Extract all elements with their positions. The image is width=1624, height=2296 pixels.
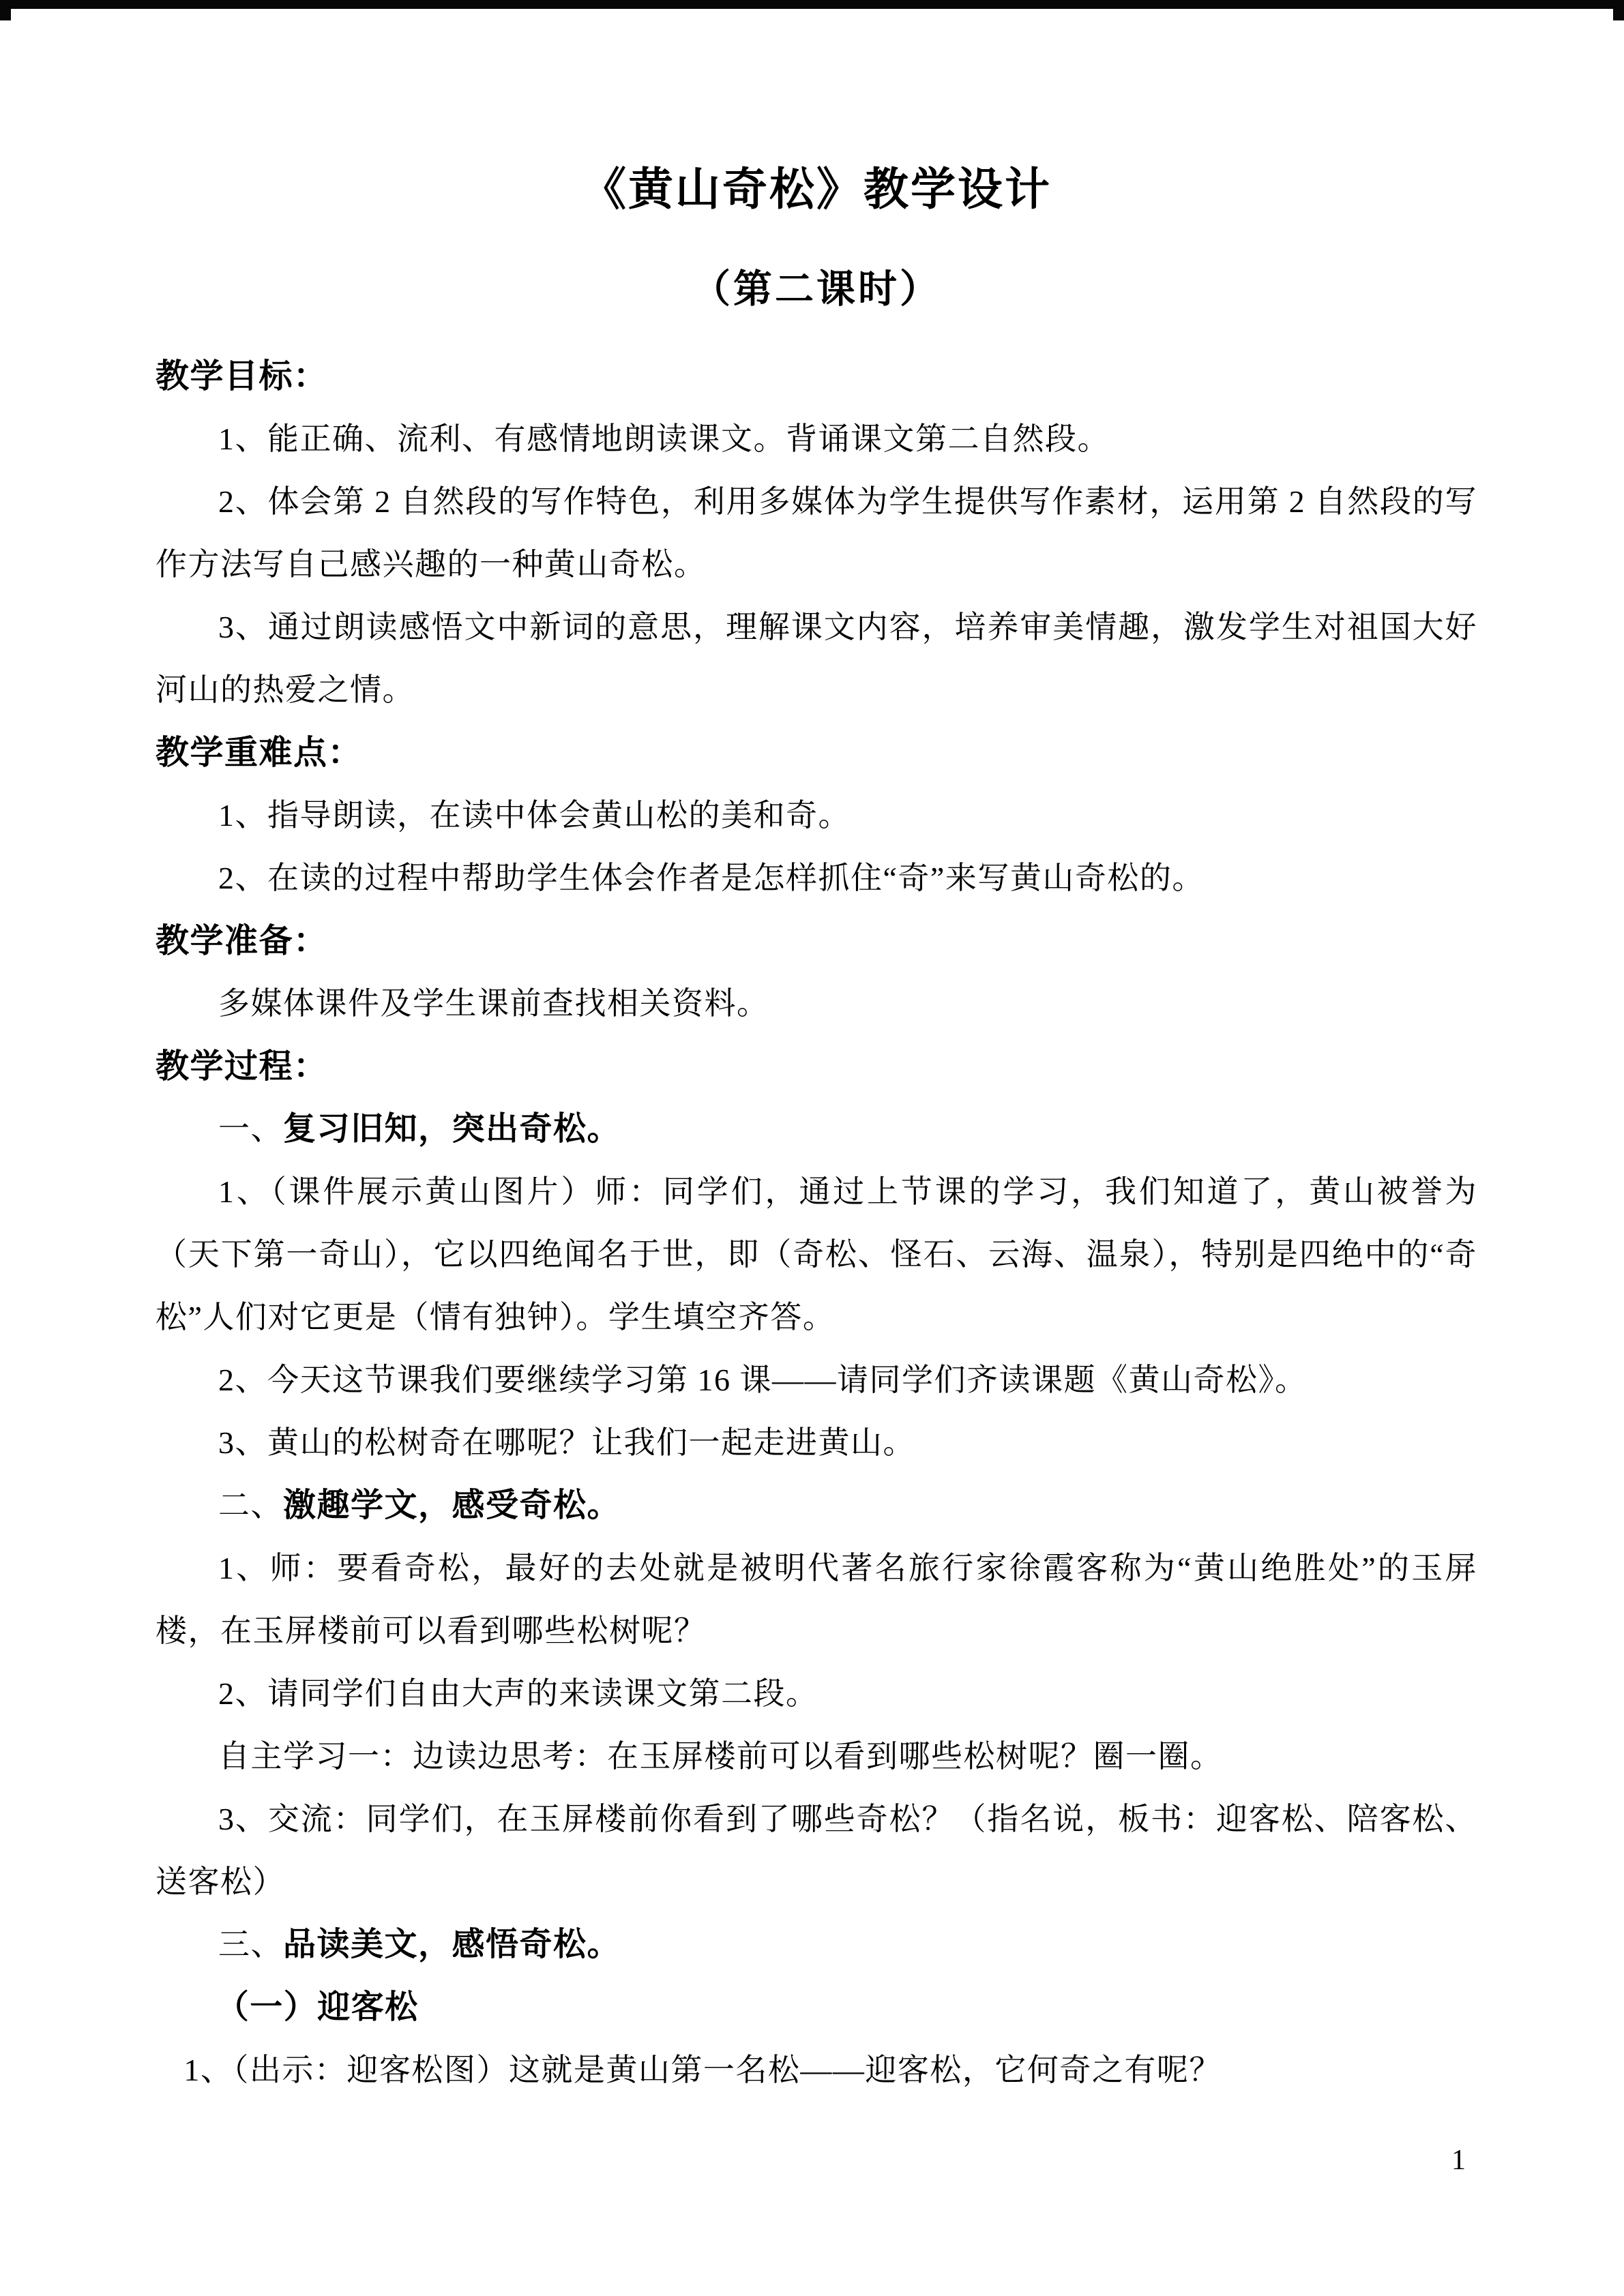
numbered-section-title xyxy=(156,1098,1477,1161)
section-number-prefix: 二、 xyxy=(218,1488,283,1523)
paragraph: 自主学习一：边读边思考：在玉屏楼前可以看到哪些松树呢？圈一圈。 xyxy=(218,1739,1223,1774)
numbered-section-title xyxy=(156,1913,1477,1976)
paragraph: 3、黄山的松树奇在哪呢？让我们一起走进黄山。 xyxy=(218,1425,915,1460)
section-heading: 教学重难点： xyxy=(156,734,363,771)
paragraph: 2、请同学们自由大声的来读课文第二段。 xyxy=(218,1676,818,1711)
section-heading: 教学目标： xyxy=(156,358,328,395)
page-number: 1 xyxy=(1451,2145,1466,2176)
section-heading: 教学过程： xyxy=(156,1048,328,1085)
section-title-text: 复习旧知，突出奇松。 xyxy=(283,1111,621,1147)
paragraph: 多媒体课件及学生课前查找相关资料。 xyxy=(218,986,769,1021)
paragraph: 2、在读的过程中帮助学生体会作者是怎样抓住“奇”来写黄山奇松的。 xyxy=(218,861,1205,895)
document-subtitle: （第二课时） xyxy=(692,268,941,311)
section-heading: 教学准备： xyxy=(156,923,328,959)
paragraph: 3、交流：同学们，在玉屏楼前你看到了哪些奇松？（指名说，板书：迎客松、陪客松、送客松） xyxy=(156,1802,1477,1899)
numbered-section-title xyxy=(156,1474,1477,1537)
section-number-prefix: 三、 xyxy=(218,1927,283,1962)
document-title: 《黄山奇松》教学设计 xyxy=(581,164,1052,214)
scan-corner-mark-right xyxy=(1613,0,1624,20)
subsection-title: （一）迎客松 xyxy=(216,1989,419,2025)
paragraph: 2、今天这节课我们要继续学习第 16 课——请同学们齐读课题《黄山奇松》。 xyxy=(218,1362,1308,1397)
section-title-text: 激趣学文，感受奇松。 xyxy=(283,1487,621,1523)
paragraph: 1、（出示：迎客松图）这就是黄山第一名松——迎客松，它何奇之有呢？ xyxy=(183,2053,1222,2087)
scan-corner-mark-left xyxy=(0,0,11,20)
section-number-prefix: 一、 xyxy=(218,1112,283,1146)
paragraph: 1、（课件展示黄山图片）师：同学们，通过上节课的学习，我们知道了，黄山被誉为（天下第一奇山），它以四绝闻名于世，即（奇松、怪石、云海、温泉），特别是四绝中的“奇松”人们对它更是（情有独钟）。学生填空齐答。 xyxy=(156,1174,1477,1335)
section-title-text: 品读美文，感悟奇松。 xyxy=(283,1926,621,1963)
paragraph: 1、指导朗读，在读中体会黄山松的美和奇。 xyxy=(218,798,851,833)
paragraph: 3、通过朗读感悟文中新词的意思，理解课文内容，培养审美情趣，激发学生对祖国大好河山的热爱之情。 xyxy=(156,610,1477,707)
document-body xyxy=(156,345,1477,2102)
paragraph: 2、体会第 2 自然段的写作特色，利用多媒体为学生提供写作素材，运用第 2 自然段的写作方法写自己感兴趣的一种黄山奇松。 xyxy=(156,484,1477,582)
document-content xyxy=(156,9,1477,2102)
scan-edge-bar xyxy=(0,0,1624,9)
paragraph: 1、能正确、流利、有感情地朗读课文。背诵课文第二自然段。 xyxy=(218,421,1110,456)
paragraph: 1、师：要看奇松，最好的去处就是被明代著名旅行家徐霞客称为“黄山绝胜处”的玉屏楼，在玉屏楼前可以看到哪些松树呢？ xyxy=(156,1551,1477,1648)
